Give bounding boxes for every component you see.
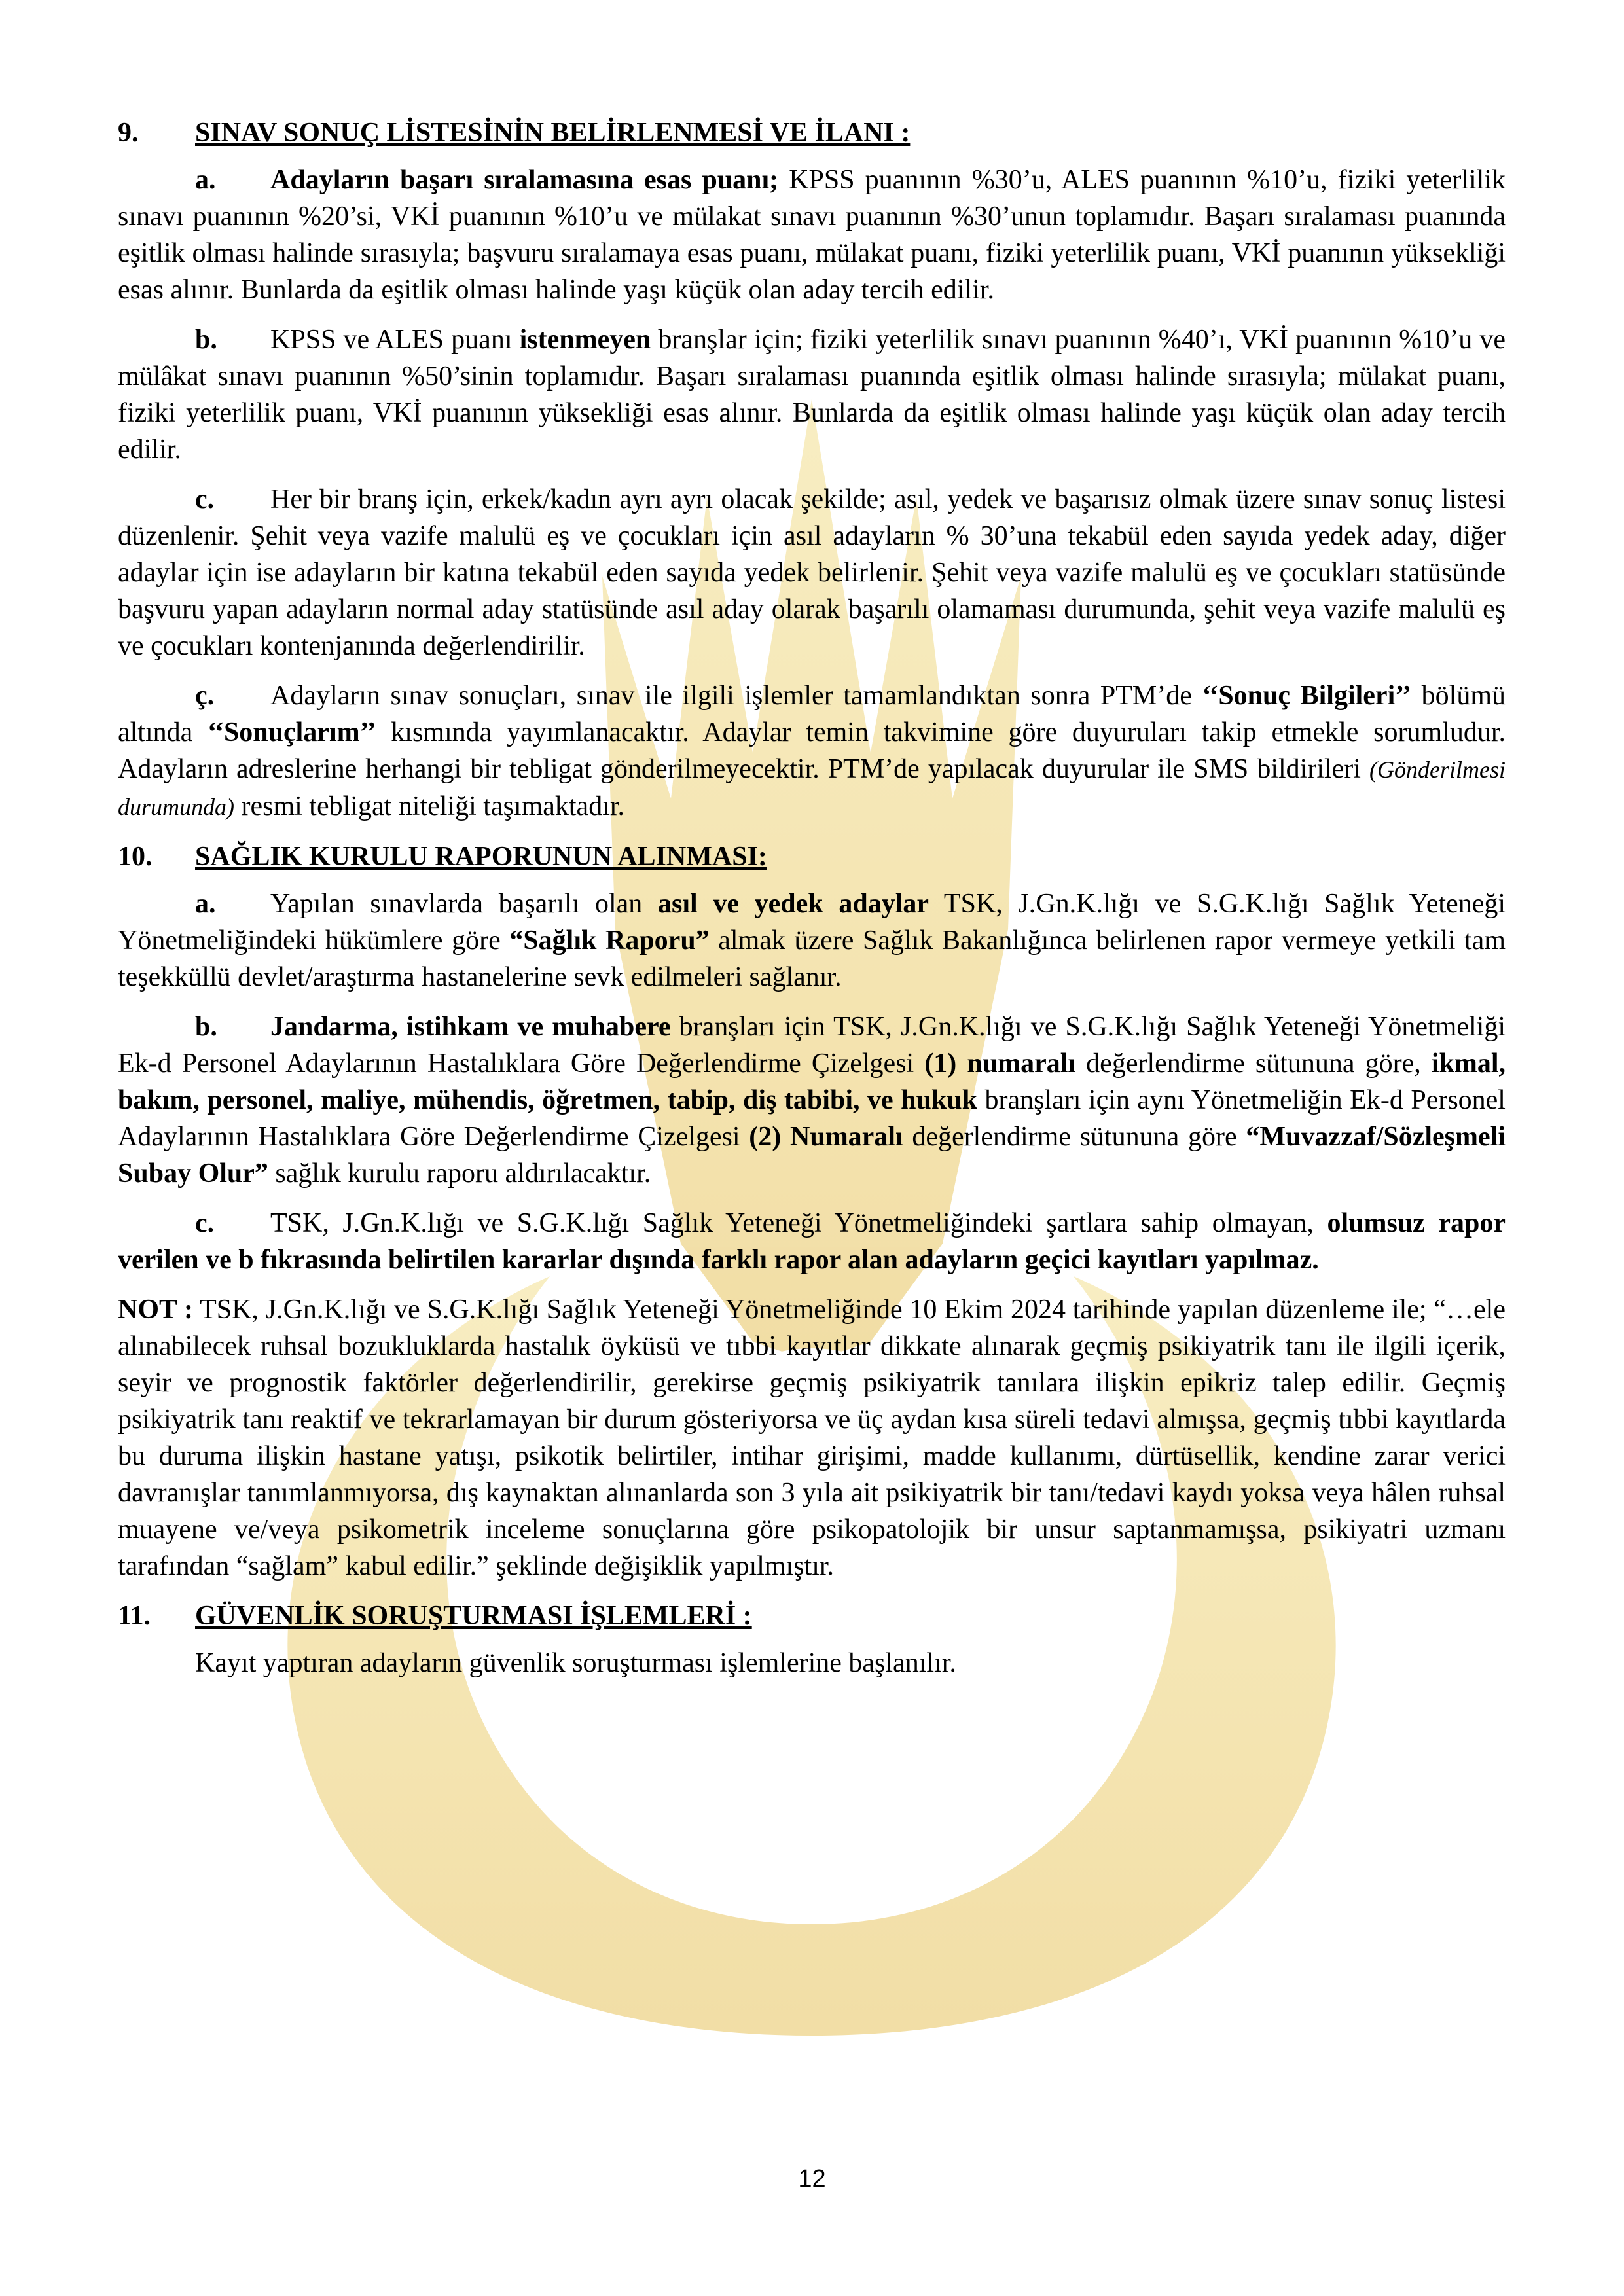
- paragraph-text: KPSS puanının %30’u, ALES puanının %10’u, fiziki yeterlilik sınavı puanının %20’si, VKİ puanının %10’u ve mülakat sınavı puanının %30’unun toplamıdır. Başarı sıralaması puanında eşitlik olması halinde sırasıyla; başvuru sıralamaya esas puanı, mülakat puanı, fiziki yeterlilik puanı, VKİ puanının yüksekliği esas alınır. Bunlarda da eşitlik olması halinde yaşı küçük olan aday tercih edilir.: [118, 165, 1506, 305]
- bold-text: ‘‘Sonuç Bilgileri’’: [1202, 681, 1412, 711]
- paragraph-text: branşları için aynı Yönetmeliğin Ek-d Personel Adaylarının Hastalıklara Göre Değerlendirme Çizelgesi: [118, 1085, 1506, 1152]
- bold-text: Adayların başarı sıralamasına esas puanı;: [270, 165, 779, 195]
- paragraph-text: resmi tebligat niteliği taşımaktadır.: [234, 791, 625, 821]
- bold-text: Jandarma, istihkam ve muhabere: [270, 1012, 671, 1042]
- bold-text: (2) Numaralı: [749, 1122, 903, 1152]
- section-10-heading: [118, 838, 1506, 875]
- bold-text: ‘‘Sonuçlarım’’: [208, 717, 376, 747]
- section-11-heading: [118, 1598, 1506, 1634]
- paragraph-label: a.: [195, 889, 216, 919]
- paragraph-text: Her bir branş için, erkek/kadın ayrı ayrı olacak şekilde; asıl, yedek ve başarısız olmak üzere sınav sonuç listesi düzenlenir. Şehit veya vazife malulü eş ve çocukları için asıl adayların % 30’una tekabül eden sayıda yedek aday, diğer adaylar için ise adayların bir katına tekabül eden sayıda yedek belirlenir. Şehit veya vazife malulü eş ve çocukları statüsünde başvuru yapan adayların normal aday statüsünde asıl aday olarak başarılı olamaması durumunda, şehit veya vazife malulü eş ve çocukları kontenjanında değerlendirilir.: [118, 484, 1506, 661]
- italic-text: (Gönderilmesi durumunda): [118, 757, 1506, 820]
- paragraph-label: c.: [195, 484, 215, 514]
- paragraph-text: KPSS ve ALES puanı: [270, 325, 520, 355]
- section-number: 10.: [118, 842, 153, 872]
- note-text: TSK, J.Gn.K.lığı ve S.G.K.lığı Sağlık Yeteneği Yönetmeliğinde 10 Ekim 2024 tarihinde yapılan düzenleme ile; “…ele alınabilecek ruhsal bozukluklarda hastalık öyküsü ve tıbbi kayıtlar dikkate alınarak geçmiş psikiyatrik tanı ile ilgili içerik, seyir ve prognostik faktörler değerlendirilir, gerekirse geçmiş psikiyatrik tanılara ilişkin epikriz talep edilir. Geçmiş psikiyatrik tanı reaktif ve tekrarlamayan bir durum gösteriyorsa ve üç aydan kısa süreli tedavi almışsa, geçmiş tıbbi kayıtlarda bu duruma ilişkin hastane yatışı, psikotik belirtiler, intihar girişimi, madde kullanımı, dürtüsellik, kendine zarar verici davranışlar tanımlanmıyorsa, dış kaynaktan alınanlarda son 3 yıla ait psikiyatrik bir tanı/tedavi kaydı yoksa veya hâlen ruhsal muayene ve/veya psikometrik inceleme sonuçlarına göre psikopatolojik bir unsur saptanmamışsa, psikiyatri uzmanı tarafından “sağlam” kabul edilir.” şeklinde değişiklik yapılmıştır.: [118, 1295, 1506, 1581]
- section-9-paragraph-a: [118, 162, 1506, 308]
- paragraph-text: TSK, J.Gn.K.lığı ve S.G.K.lığı Sağlık Yeteneği Yönetmeliğindeki şartlara sahip olmayan,: [270, 1208, 1327, 1238]
- page-number: 12: [798, 2165, 826, 2193]
- paragraph-label: c.: [195, 1208, 215, 1238]
- section-9-paragraph-cc: [118, 677, 1506, 825]
- paragraph-text: bölümü altında: [118, 681, 1506, 747]
- paragraph-label: ç.: [195, 681, 215, 711]
- section-11-text: Kayıt yaptıran adayların güvenlik soruşturması işlemlerine başlanılır.: [195, 1648, 956, 1678]
- paragraph-text: Adayların sınav sonuçları, sınav ile ilgili işlemler tamamlandıktan sonra PTM’de: [270, 681, 1202, 711]
- paragraph-label: b.: [195, 1012, 217, 1042]
- section-number: 11.: [118, 1601, 151, 1631]
- section-9-paragraph-b: [118, 321, 1506, 468]
- paragraph-text: kısmında yayımlanacaktır. Adaylar temin takvimine göre duyuruları takip etmekle sorumludur. Adayların adreslerine herhangi bir tebligat gönderilmeyecektir. PTM’de yapılacak duyurular ile SMS bildirileri: [118, 717, 1506, 784]
- bold-text: istenmeyen: [519, 325, 651, 355]
- section-10-paragraph-c: [118, 1205, 1506, 1278]
- section-title: GÜVENLİK SORUŞTURMASI İŞLEMLERİ :: [195, 1601, 752, 1631]
- bold-text: ikmal, bakım, personel, maliye, mühendis, öğretmen, tabip, diş tabibi, ve hukuk: [118, 1049, 1506, 1115]
- paragraph-label: a.: [195, 165, 216, 195]
- paragraph-text: branşlar için; fiziki yeterlilik sınavı puanının %40’ı, VKİ puanının %10’u ve mülâkat sınavı puanının %50’sinin toplamıdır. Başarı sıralaması puanında eşitlik olması halinde sırasıyla; mülakat puanı, fiziki yeterlilik puanı, VKİ puanının yüksekliği esas alınır. Bunlarda da eşitlik olması halinde yaşı küçük olan aday tercih edilir.: [118, 325, 1506, 465]
- paragraph-text: branşları için TSK, J.Gn.K.lığı ve S.G.K.lığı Sağlık Yeteneği Yönetmeliği Ek-d Personel Adaylarının Hastalıklara Göre Değerlendirme Çizelgesi: [118, 1012, 1506, 1079]
- section-9-paragraph-c: [118, 481, 1506, 664]
- paragraph-text: sağlık kurulu raporu aldırılacaktır.: [268, 1158, 651, 1189]
- bold-text: “Sağlık Raporu”: [509, 925, 710, 956]
- paragraph-text: değerlendirme sütununa göre,: [1075, 1049, 1432, 1079]
- section-10-paragraph-a: [118, 886, 1506, 996]
- section-title: SAĞLIK KURULU RAPORUNUN ALINMASI:: [195, 842, 767, 872]
- paragraph-text: almak üzere Sağlık Bakanlığınca belirlenen rapor vermeye yetkili tam teşekküllü devlet/araştırma hastanelerine sevk edilmeleri sağlanır.: [118, 925, 1506, 992]
- paragraph-text: TSK, J.Gn.K.lığı ve S.G.K.lığı Sağlık Yeteneği Yönetmeliğindeki hükümlere göre: [118, 889, 1506, 956]
- section-10-paragraph-b: [118, 1009, 1506, 1192]
- paragraph-text: değerlendirme sütununa göre: [903, 1122, 1246, 1152]
- section-title: SINAV SONUÇ LİSTESİNİN BELİRLENMESİ VE İLANI :: [195, 118, 911, 148]
- document-body: [118, 115, 1506, 1681]
- paragraph-label: b.: [195, 325, 217, 355]
- section-10-note: [118, 1291, 1506, 1585]
- bold-text: olumsuz rapor verilen ve b fıkrasında belirtilen kararlar dışında farklı rapor alan adayların geçici kayıtları yapılmaz.: [118, 1208, 1506, 1275]
- bold-text: (1) numaralı: [924, 1049, 1076, 1079]
- section-number: 9.: [118, 118, 139, 148]
- section-9-heading: [118, 115, 1506, 151]
- note-label: NOT :: [118, 1295, 194, 1325]
- paragraph-text: Yapılan sınavlarda başarılı olan: [270, 889, 658, 919]
- bold-text: asıl ve yedek adaylar: [657, 889, 929, 919]
- bold-text: “Muvazzaf/Sözleşmeli Subay Olur”: [118, 1122, 1506, 1189]
